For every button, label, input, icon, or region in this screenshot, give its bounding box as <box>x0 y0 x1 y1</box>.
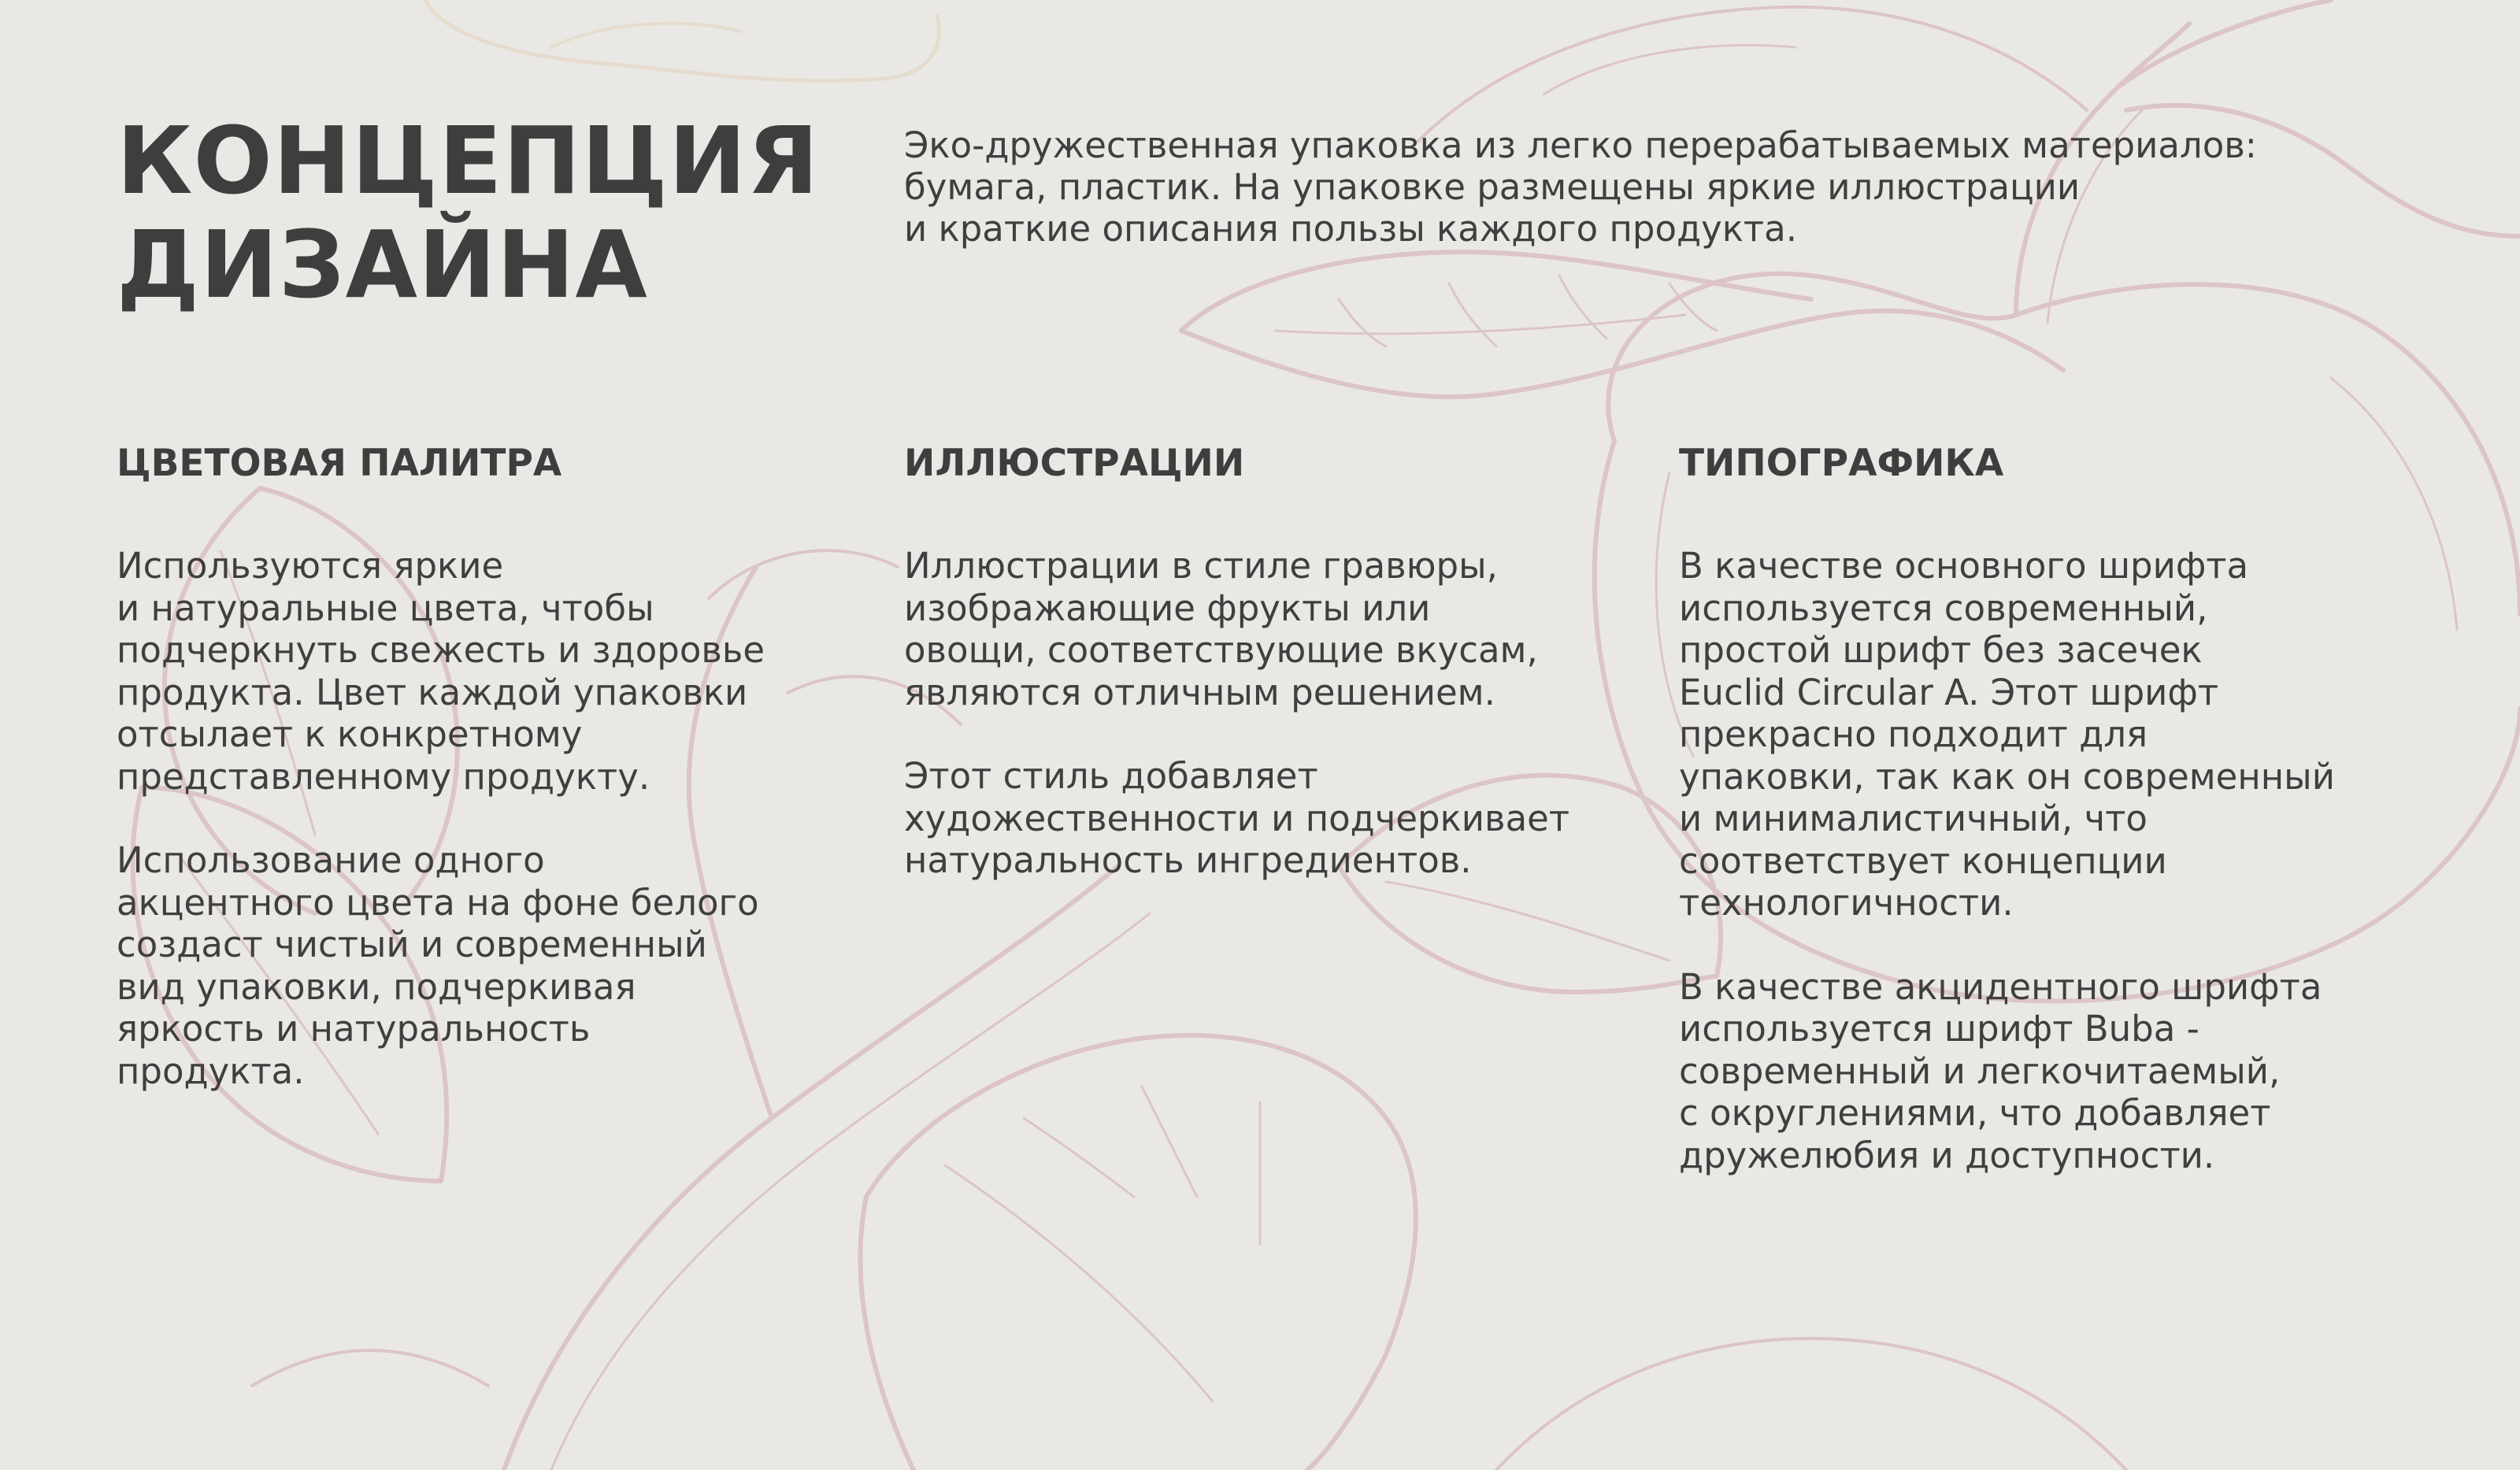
paragraph-line: продукта. Цвет каждой упаковки <box>117 671 748 713</box>
section-paragraph <box>904 545 1660 713</box>
section-heading: ЦВЕТОВАЯ ПАЛИТРА <box>117 442 562 485</box>
paragraph-line: Иллюстрации в стиле гравюры, <box>904 545 1498 587</box>
intro-line: бумага, пластик. На упаковке размещены яркие иллюстрации <box>904 166 2081 208</box>
section-color-palette <box>117 441 873 1134</box>
paragraph-line: используется современный, <box>1679 587 2208 629</box>
section-heading: ТИПОГРАФИКА <box>1679 442 2004 485</box>
section-heading: ИЛЛЮСТРАЦИИ <box>904 442 1245 485</box>
paragraph-line: используется шрифт Buba - <box>1679 1008 2199 1050</box>
paragraph-line: и натуральные цвета, чтобы <box>117 587 654 629</box>
section-illustrations <box>904 441 1660 924</box>
paragraph-line: В качестве акцидентного шрифта <box>1679 965 2322 1008</box>
paragraph-line: Этот стиль добавляет <box>904 755 1318 797</box>
section-paragraph <box>1679 545 2466 924</box>
paragraph-line: овощи, соответствующие вкусам, <box>904 629 1538 671</box>
paragraph-line: Использование одного <box>117 839 545 881</box>
paragraph-line: яркость и натуральность <box>117 1008 591 1050</box>
paragraph-line: современный и легкочитаемый, <box>1679 1050 2281 1092</box>
title-line-2: ДИЗАЙНА <box>117 210 648 319</box>
intro-line: Эко-дружественная упаковка из легко перерабатываемых материалов: <box>904 124 2257 166</box>
section-paragraph <box>904 755 1660 882</box>
intro-line: и краткие описания пользы каждого продукта. <box>904 208 1798 250</box>
paragraph-line: подчеркнуть свежесть и здоровье <box>117 629 765 671</box>
paragraph-line: технологичности. <box>1679 882 2014 924</box>
paragraph-line: простой шрифт без засечек <box>1679 629 2203 671</box>
section-paragraph <box>117 839 873 1092</box>
paragraph-line: Euclid Circular A. Этот шрифт <box>1679 671 2219 713</box>
paragraph-line: художественности и подчеркивает <box>904 797 1570 839</box>
paragraph-line: являются отличным решением. <box>904 671 1495 713</box>
paragraph-line: изображающие фрукты или <box>904 587 1431 629</box>
paragraph-line: отсылает к конкретному <box>117 713 583 755</box>
section-paragraph <box>117 545 873 798</box>
paragraph-line: Используются яркие <box>117 545 504 587</box>
title-line-1: КОНЦЕПЦИЯ <box>117 106 820 215</box>
paragraph-line: продукта. <box>117 1050 305 1092</box>
paragraph-line: прекрасно подходит для <box>1679 713 2148 755</box>
paragraph-line: создаст чистый и современный <box>117 924 707 965</box>
paragraph-line: с округлениями, что добавляет <box>1679 1092 2271 1134</box>
paragraph-line: натуральность ингредиентов. <box>904 839 1472 881</box>
section-paragraph <box>1679 966 2466 1177</box>
paragraph-line: соответствует концепции <box>1679 839 2167 882</box>
page-title <box>117 106 820 319</box>
paragraph-line: представленному продукту. <box>117 755 650 798</box>
paragraph-line: упаковки, так как он современный <box>1679 755 2335 798</box>
paragraph-line: дружелюбия и доступности. <box>1679 1134 2215 1176</box>
intro-text <box>904 124 2471 250</box>
paragraph-line: В качестве основного шрифта <box>1679 545 2249 587</box>
paragraph-line: вид упаковки, подчеркивая <box>117 965 636 1008</box>
paragraph-line: и минималистичный, что <box>1679 798 2148 839</box>
section-typography <box>1679 441 2466 1218</box>
paragraph-line: акцентного цвета на фоне белого <box>117 881 759 924</box>
